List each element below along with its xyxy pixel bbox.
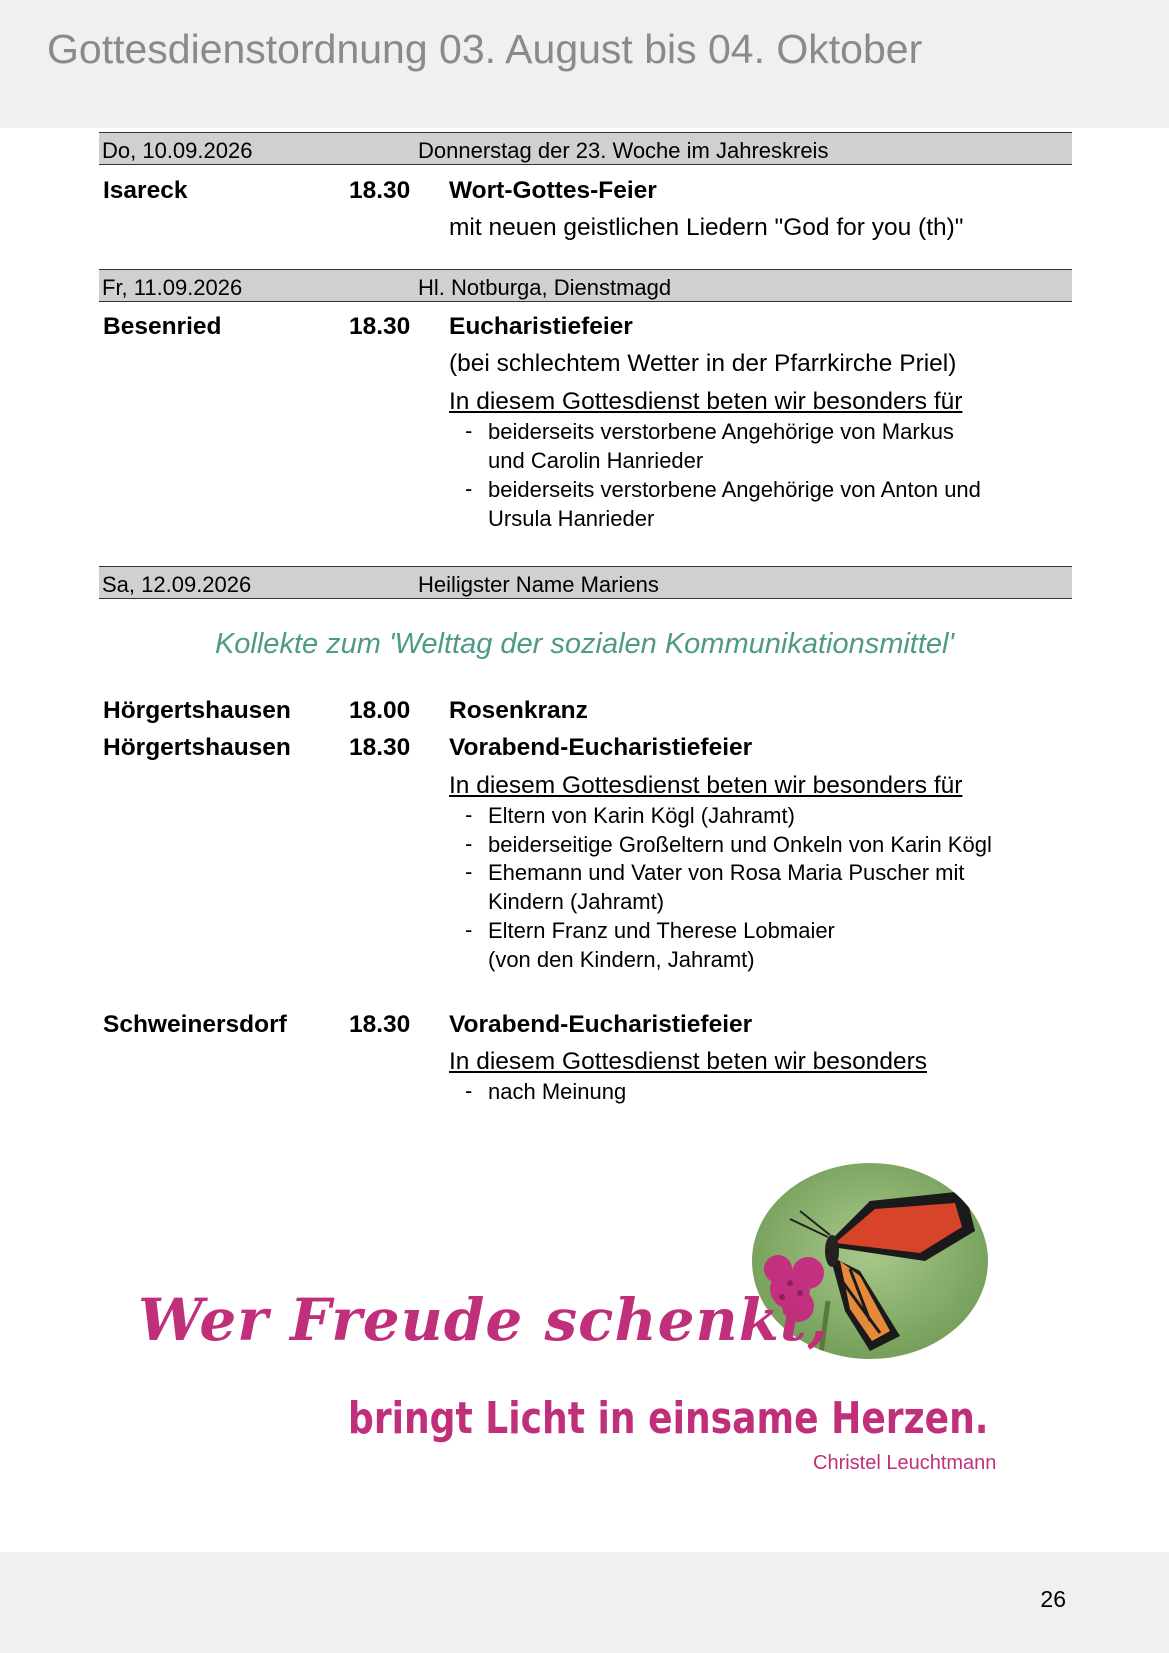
- footer-band: [0, 1552, 1169, 1653]
- intentions-heading: In diesem Gottesdienst beten wir besonders: [449, 1048, 928, 1075]
- day-feast: Donnerstag der 23. Woche im Jahreskreis: [418, 138, 829, 163]
- service-time: 18.30: [349, 734, 411, 761]
- day-date: Sa, 12.09.2026: [102, 572, 252, 597]
- service-place: Schweinersdorf: [103, 1011, 287, 1038]
- service-name: Eucharistiefeier: [449, 313, 633, 340]
- page-number: 26: [1040, 1586, 1066, 1612]
- service-place: Besenried: [103, 313, 222, 340]
- service-time: 18.30: [349, 1011, 411, 1038]
- service-place: Hörgertshausen: [103, 697, 291, 724]
- quote-line-2: bringt Licht in einsame Herzen.: [348, 1393, 989, 1444]
- intentions-heading: In diesem Gottesdienst beten wir besonders für: [449, 388, 963, 415]
- service-time: 18.30: [349, 313, 411, 340]
- quote-author: Christel Leuchtmann: [813, 1452, 997, 1474]
- service-name: Wort-Gottes-Feier: [449, 177, 657, 204]
- service-name: Rosenkranz: [449, 697, 588, 724]
- service-place: Hörgertshausen: [103, 734, 291, 761]
- day-feast: Hl. Notburga, Dienstmagd: [418, 275, 672, 300]
- service-time: 18.00: [349, 697, 411, 724]
- day-header: [99, 566, 1072, 599]
- day-feast: Heiligster Name Mariens: [418, 572, 659, 597]
- quote-line-1: Wer Freude schenkt,: [138, 1286, 829, 1354]
- service-note: (bei schlechtem Wetter in der Pfarrkirche Priel): [449, 350, 957, 377]
- service-note: mit neuen geistlichen Liedern "God for you (th)": [449, 214, 964, 241]
- service-place: Isareck: [103, 177, 188, 204]
- collection-note: Kollekte zum 'Welttag der sozialen Kommunikationsmittel': [214, 628, 955, 660]
- service-name: Vorabend-Eucharistiefeier: [449, 1011, 753, 1038]
- intentions-heading: In diesem Gottesdienst beten wir besonders für: [449, 772, 963, 799]
- page-title: Gottesdienstordnung 03. August bis 04. Oktober: [47, 26, 923, 72]
- day-header: [99, 269, 1072, 302]
- day-date: Do, 10.09.2026: [102, 138, 253, 163]
- day-date: Fr, 11.09.2026: [102, 275, 243, 300]
- service-time: 18.30: [349, 177, 411, 204]
- service-name: Vorabend-Eucharistiefeier: [449, 734, 753, 761]
- day-header: [99, 132, 1072, 165]
